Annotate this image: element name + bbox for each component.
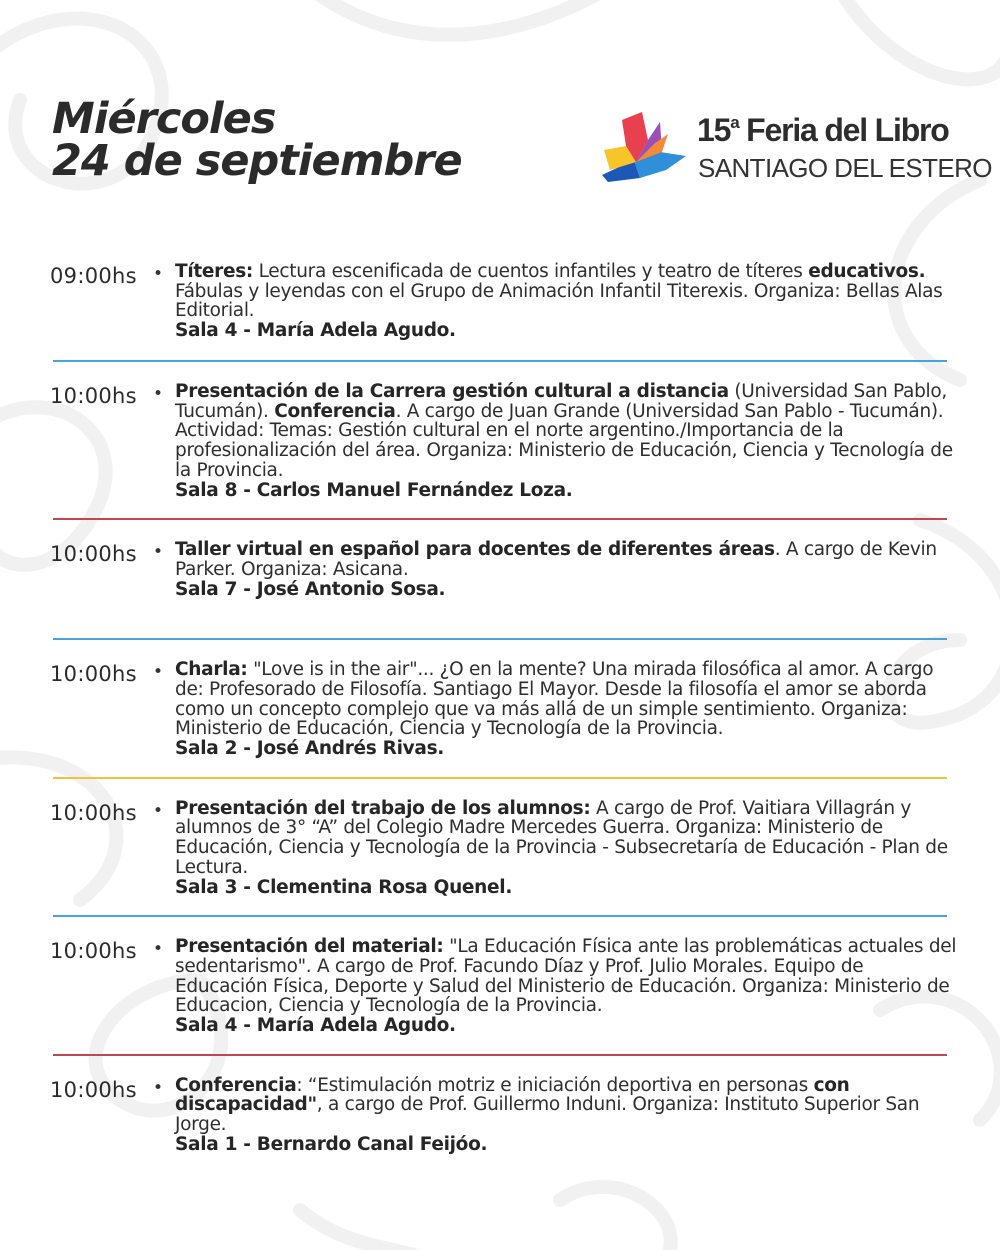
event-time: 10:00hs bbox=[50, 800, 137, 825]
event-highlight: Conferencia bbox=[274, 400, 396, 422]
event-text: A cargo de Prof. Vaitiara Villagrán y alumnos de 3° “A” del Colegio Madre Mercedes Guerra. Organiza: Ministerio de Educación, Ciencia y Tecnología de la Provincia - Subsecretaría de Educación - Plan de Lectura. bbox=[175, 797, 948, 878]
event-item bbox=[0, 660, 1000, 759]
event-text: "La Educación Física ante las problemáticas actuales del sedentarismo". A cargo de Prof. Facundo Díaz y Prof. Julio Morales. Equipo de Educación Física, Deporte y Salud del Ministerio de Educación. Organiza: Ministerio de Educacion, Ciencia y Tecnología de la Provincia. bbox=[175, 936, 957, 1017]
event-description bbox=[175, 799, 960, 878]
logo-ordinal: a bbox=[730, 113, 739, 132]
open-book-logo-icon bbox=[600, 110, 688, 182]
event-text: Lectura escenificada de cuentos infantiles y teatro de títeres bbox=[253, 261, 809, 282]
event-item bbox=[0, 1076, 1000, 1156]
event-venue: Sala 4 - María Adela Agudo. bbox=[175, 1015, 456, 1037]
event-schedule bbox=[0, 262, 1000, 1156]
event-time: 10:00hs bbox=[50, 542, 137, 567]
title-weekday: Miércoles bbox=[52, 94, 276, 144]
header bbox=[0, 0, 1000, 230]
event-venue: Sala 3 - Clementina Rosa Quenel. bbox=[175, 876, 513, 898]
event-description bbox=[175, 660, 960, 739]
event-text: : “Estimulación motriz e iniciación deportiva en personas bbox=[296, 1074, 814, 1096]
event-title: Presentación del material: bbox=[175, 936, 444, 958]
bullet-icon: • bbox=[153, 542, 164, 563]
event-time: 10:00hs bbox=[50, 384, 137, 408]
event-title: Presentación de la Carrera gestión cultural a distancia bbox=[175, 381, 729, 402]
event-text-continued: . A cargo de Juan Grande (Universidad San Pablo - Tucumán). Actividad: Temas: Gestión cultural en el norte argentino./Importancia de la profesionalización del área. Organiza: Ministerio de Educación, Ciencia y Tecnología de la Provincia. bbox=[175, 400, 953, 481]
event-text: (Universidad San Pablo, Tucumán). bbox=[175, 381, 947, 422]
event-title: Conferencia bbox=[175, 1074, 297, 1096]
feria-del-libro-logo bbox=[600, 110, 992, 190]
divider-blue bbox=[53, 360, 947, 362]
divider-blue bbox=[53, 638, 947, 640]
divider-blue bbox=[53, 915, 947, 917]
event-text: . A cargo de Kevin Parker. Organiza: Asicana. bbox=[175, 539, 937, 580]
event-item bbox=[0, 540, 1000, 620]
event-venue: Sala 7 - José Antonio Sosa. bbox=[175, 578, 446, 600]
event-time: 09:00hs bbox=[50, 264, 137, 288]
event-title: Presentación del trabajo de los alumnos: bbox=[175, 797, 591, 819]
event-time: 10:00hs bbox=[50, 939, 137, 964]
event-item bbox=[0, 799, 1000, 898]
event-description bbox=[175, 382, 960, 481]
event-text: "Love is in the air"... ¿O en la mente? Una mirada filosófica al amor. A cargo de: Profesorado de Filosofía. Santiago El Mayor. Desde la filosofía el amor se aborda como un concepto complejo que va más allá de un simple sentimiento. Organiza: Ministerio de Educación, Ciencia y Tecnología de la Provincia. bbox=[175, 659, 934, 740]
event-item bbox=[0, 262, 1000, 342]
event-description bbox=[175, 1076, 960, 1135]
event-item bbox=[0, 937, 1000, 1036]
bullet-icon: • bbox=[153, 384, 164, 404]
logo-edition-number: 15 bbox=[697, 112, 731, 148]
event-title: Títeres: bbox=[175, 261, 254, 282]
logo-subtitle: SANTIAGO DEL ESTERO bbox=[698, 153, 992, 183]
bullet-icon: • bbox=[153, 800, 164, 821]
event-time: 10:00hs bbox=[50, 662, 137, 687]
event-venue: Sala 1 - Bernardo Canal Feijóo. bbox=[175, 1133, 488, 1155]
event-venue: Sala 4 - María Adela Agudo. bbox=[175, 320, 456, 342]
logo-title-text: Feria del Libro bbox=[738, 112, 949, 148]
event-title: Charla: bbox=[175, 659, 248, 681]
event-title: Taller virtual en español para docentes de diferentes áreas bbox=[175, 539, 775, 561]
bullet-icon: • bbox=[153, 662, 164, 683]
event-description bbox=[175, 262, 960, 321]
event-highlight: educativos. bbox=[808, 261, 926, 282]
divider-yellow bbox=[53, 777, 947, 779]
divider-red bbox=[53, 1054, 947, 1056]
event-description bbox=[175, 540, 960, 579]
bullet-icon: • bbox=[153, 264, 164, 284]
event-time: 10:00hs bbox=[50, 1077, 137, 1102]
divider-red bbox=[53, 518, 947, 520]
event-item bbox=[0, 382, 1000, 500]
logo-title bbox=[697, 112, 949, 149]
page-title bbox=[52, 94, 462, 186]
event-text-continued: Fábulas y leyendas con el Grupo de Animación Infantil Titerexis. Organiza: Bellas Alas Editorial. bbox=[175, 280, 943, 322]
event-highlight: con discapacidad" bbox=[175, 1074, 850, 1116]
event-text-continued: , a cargo de Prof. Guillermo Induni. Organiza: Instituto Superior San Jorge. bbox=[175, 1094, 920, 1136]
event-venue: Sala 8 - Carlos Manuel Fernández Loza. bbox=[175, 479, 573, 501]
event-description bbox=[175, 937, 960, 1016]
bullet-icon: • bbox=[153, 1077, 164, 1098]
bullet-icon: • bbox=[153, 939, 164, 960]
event-venue: Sala 2 - José Andrés Rivas. bbox=[175, 738, 445, 760]
title-date: 24 de septiembre bbox=[52, 136, 462, 186]
